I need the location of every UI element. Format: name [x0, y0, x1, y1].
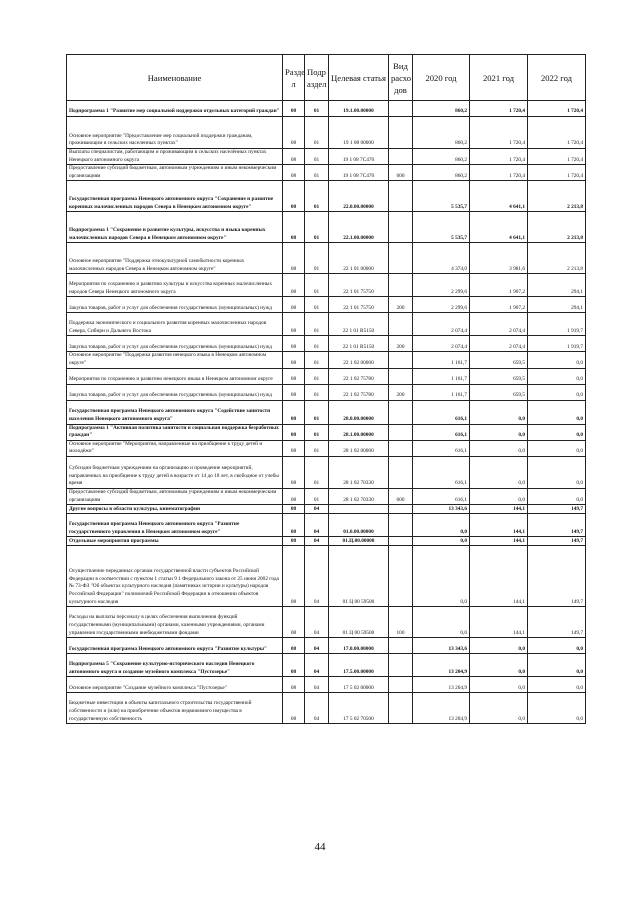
- row-value-2022: 0,0: [528, 654, 586, 677]
- row-value-2020: 1 161,7: [413, 384, 470, 400]
- row-value-2021: 0,0: [470, 424, 528, 440]
- row-value-2020: 860,2: [413, 117, 470, 149]
- row-value-2021: 2 074,4: [470, 336, 528, 352]
- row-expense-type: [389, 400, 413, 424]
- row-name: Закупка товаров, работ и услуг для обеспечения государственных (муниципальных) нужд: [67, 336, 283, 352]
- row-value-2021: 4 641,1: [470, 181, 528, 212]
- row-target-article: 22 1 01 00000: [329, 243, 389, 274]
- row-target-article: 01.0.00.00000: [329, 514, 389, 537]
- table-row: [67, 677, 586, 693]
- budget-table: [66, 54, 586, 724]
- row-section: 08: [283, 654, 305, 677]
- row-target-article: 28.1.00.00000: [329, 424, 389, 440]
- row-name: Государственная программа Ненецкого автономного округа "Развитие культуры": [67, 638, 283, 654]
- row-section: 08: [283, 424, 305, 440]
- row-subsection: 01: [305, 440, 329, 456]
- row-value-2022: 0,0: [528, 424, 586, 440]
- row-subsection: 04: [305, 607, 329, 638]
- row-subsection: 04: [305, 537, 329, 546]
- row-name: Основное мероприятие "Предоставление мер социальной поддержки гражданам, проживающим в сельских населенных пунктах": [67, 117, 283, 149]
- row-expense-type: [389, 693, 413, 724]
- row-name: Субсидии бюджетным учреждениям на организацию и проведение мероприятий, направленных на приобщение к труду детей в возрасте от 14 до 18 лет, в свободное от учебы время: [67, 456, 283, 488]
- row-section: 08: [283, 101, 305, 117]
- row-value-2021: 144,1: [470, 607, 528, 638]
- row-target-article: 22 1 02 75780: [329, 368, 389, 384]
- row-value-2021: 2 074,4: [470, 313, 528, 336]
- row-value-2022: 149,7: [528, 505, 586, 514]
- row-expense-type: [389, 638, 413, 654]
- row-subsection: 01: [305, 400, 329, 424]
- row-value-2020: 4 374,0: [413, 243, 470, 274]
- row-value-2022: 149,7: [528, 546, 586, 607]
- row-name: Мероприятия по сохранению и развитию культуры и искусства коренных малочисленных народов Севера Ненецкого автономного округа: [67, 274, 283, 297]
- table-row: [67, 537, 586, 546]
- row-value-2020: 616,1: [413, 400, 470, 424]
- row-value-2020: 2 074,4: [413, 336, 470, 352]
- row-value-2022: 149,7: [528, 514, 586, 537]
- row-expense-type: [389, 654, 413, 677]
- row-target-article: 22 1 02 75780: [329, 384, 389, 400]
- table-row: [67, 440, 586, 456]
- row-value-2022: 0,0: [528, 488, 586, 504]
- table-row: [67, 212, 586, 243]
- row-value-2022: 0,0: [528, 352, 586, 368]
- row-target-article: 01 Ц 00 59500: [329, 546, 389, 607]
- table-row: [67, 181, 586, 212]
- row-value-2021: 659,5: [470, 368, 528, 384]
- row-value-2022: 0,0: [528, 677, 586, 693]
- row-section: 08: [283, 243, 305, 274]
- row-name: Основное мероприятие "Поддержка развития ненецкого языка в Ненецком автономном округе": [67, 352, 283, 368]
- row-value-2020: 13 204,9: [413, 654, 470, 677]
- row-subsection: 01: [305, 274, 329, 297]
- row-target-article: [329, 505, 389, 514]
- row-value-2020: 0,0: [413, 537, 470, 546]
- table-row: [67, 488, 586, 504]
- row-value-2022: 0,0: [528, 440, 586, 456]
- row-name: Отдельные мероприятия программы: [67, 537, 283, 546]
- row-name: Мероприятия по сохранению и развитию ненецкого языка в Ненецком автономном округе: [67, 368, 283, 384]
- row-target-article: 01.Ц.00.00000: [329, 537, 389, 546]
- row-section: 08: [283, 181, 305, 212]
- row-section: 08: [283, 677, 305, 693]
- row-value-2020: 616,1: [413, 424, 470, 440]
- table-row: [67, 400, 586, 424]
- row-target-article: 17 5 02 00000: [329, 677, 389, 693]
- row-value-2020: 0,0: [413, 514, 470, 537]
- row-target-article: 22 1 01 R5150: [329, 336, 389, 352]
- row-expense-type: [389, 101, 413, 117]
- row-section: 08: [283, 488, 305, 504]
- row-name: Поддержка экономического и социального развития коренных малочисленных народов Севера, Сибири и Дальнего Востока: [67, 313, 283, 336]
- row-subsection: 01: [305, 101, 329, 117]
- row-value-2022: 0,0: [528, 638, 586, 654]
- row-name: Государственная программа Ненецкого автономного округа "Развитие государственного управления в Ненецком автономном округе": [67, 514, 283, 537]
- row-value-2020: 13 204,9: [413, 693, 470, 724]
- row-section: 08: [283, 546, 305, 607]
- table-row: [67, 505, 586, 514]
- header-section: Разде л: [283, 55, 305, 101]
- row-name: Основное мероприятие "Поддержка этнокультурной самобытности коренных малочисленных народов Севера в Ненецком автономном округе": [67, 243, 283, 274]
- row-value-2021: 659,5: [470, 384, 528, 400]
- row-subsection: 01: [305, 181, 329, 212]
- table-row: [67, 165, 586, 181]
- header-expense-type: Вид расхо дов: [389, 55, 413, 101]
- header-2021: 2021 год: [470, 55, 528, 101]
- table-row: [67, 368, 586, 384]
- row-expense-type: [389, 117, 413, 149]
- row-subsection: 01: [305, 336, 329, 352]
- table-row: [67, 101, 586, 117]
- row-target-article: 22.1.00.00000: [329, 212, 389, 243]
- row-expense-type: 600: [389, 165, 413, 181]
- header-name: Наименование: [67, 55, 283, 101]
- row-value-2021: 1 720,4: [470, 149, 528, 165]
- row-target-article: 22 1 01 R5150: [329, 313, 389, 336]
- row-target-article: 17.5.00.00000: [329, 654, 389, 677]
- row-section: 08: [283, 537, 305, 546]
- table-body: [67, 101, 586, 724]
- header-target-article: Целевая статья: [329, 55, 389, 101]
- row-value-2021: 0,0: [470, 677, 528, 693]
- row-value-2020: 13 204,9: [413, 677, 470, 693]
- row-value-2021: 3 981,6: [470, 243, 528, 274]
- row-value-2022: 1 919,7: [528, 336, 586, 352]
- row-expense-type: [389, 514, 413, 537]
- row-name: Расходы на выплаты персоналу в целях обеспечения выполнения функций государственными (муниципальными) органами, казенными учреждениями, органами управления государственными внебюджетными фондами: [67, 607, 283, 638]
- row-value-2020: 5 535,7: [413, 181, 470, 212]
- row-value-2022: 2 213,8: [528, 243, 586, 274]
- row-section: 08: [283, 693, 305, 724]
- row-name: Выплаты специалистам, работающим и проживающим в сельских населённых пунктах Ненецкого автономного округа: [67, 149, 283, 165]
- row-value-2021: 659,5: [470, 352, 528, 368]
- row-target-article: 19 1 08 7С470: [329, 149, 389, 165]
- row-subsection: 04: [305, 505, 329, 514]
- row-section: 08: [283, 274, 305, 297]
- row-subsection: 01: [305, 313, 329, 336]
- row-expense-type: [389, 352, 413, 368]
- row-value-2021: 1 907,2: [470, 297, 528, 313]
- row-expense-type: [389, 274, 413, 297]
- row-value-2020: 13 343,6: [413, 505, 470, 514]
- header-2020: 2020 год: [413, 55, 470, 101]
- row-value-2021: 144,1: [470, 505, 528, 514]
- row-value-2022: 0,0: [528, 456, 586, 488]
- row-name: Основное мероприятие "Создание музейного комплекса "Пустозерье": [67, 677, 283, 693]
- row-value-2021: 144,1: [470, 537, 528, 546]
- row-value-2021: 144,1: [470, 514, 528, 537]
- row-subsection: 04: [305, 638, 329, 654]
- row-section: 08: [283, 117, 305, 149]
- row-value-2020: 5 535,7: [413, 212, 470, 243]
- row-name: Другие вопросы в области культуры, кинематографии: [67, 505, 283, 514]
- row-subsection: 01: [305, 117, 329, 149]
- row-target-article: 19 1 08 00000: [329, 117, 389, 149]
- row-value-2021: 0,0: [470, 440, 528, 456]
- row-value-2020: 1 161,7: [413, 368, 470, 384]
- row-subsection: 01: [305, 368, 329, 384]
- row-value-2020: 2 299,6: [413, 297, 470, 313]
- table-row: [67, 117, 586, 149]
- row-value-2021: 0,0: [470, 456, 528, 488]
- row-value-2020: 0,0: [413, 607, 470, 638]
- row-name: Предоставление субсидий бюджетным, автономным учреждениям и иным некоммерческим организациям: [67, 488, 283, 504]
- header-row: [67, 55, 586, 101]
- row-section: 08: [283, 456, 305, 488]
- row-value-2022: 294,1: [528, 297, 586, 313]
- row-target-article: 19.1.00.00000: [329, 101, 389, 117]
- row-subsection: 04: [305, 546, 329, 607]
- row-value-2022: 294,1: [528, 274, 586, 297]
- row-value-2022: 0,0: [528, 384, 586, 400]
- row-section: 08: [283, 368, 305, 384]
- row-expense-type: 200: [389, 384, 413, 400]
- row-target-article: 19 1 08 7С470: [329, 165, 389, 181]
- row-subsection: 01: [305, 243, 329, 274]
- row-name: Предоставление субсидий бюджетным, автономным учреждениям и иным некоммерческим организациям: [67, 165, 283, 181]
- row-name: Осуществление переданных органам государственной власти субъектов Российской Федерации в соответствии с пунктом 1 статьи 9 1 Федерального закона от 25 июня 2002 года № 73-ФЗ "Об объектах культурного наследия (памятниках истории и культуры) народов Российской Федерации" полномочий Российской Федерации в отношении объектов культурного наследия: [67, 546, 283, 607]
- table-row: [67, 456, 586, 488]
- row-value-2022: 149,7: [528, 607, 586, 638]
- row-expense-type: [389, 212, 413, 243]
- row-subsection: 01: [305, 384, 329, 400]
- row-value-2021: 1 720,4: [470, 101, 528, 117]
- row-value-2022: 1 720,4: [528, 165, 586, 181]
- row-section: 08: [283, 505, 305, 514]
- row-expense-type: [389, 456, 413, 488]
- row-value-2020: 860,2: [413, 149, 470, 165]
- row-value-2020: 860,2: [413, 101, 470, 117]
- row-value-2021: 0,0: [470, 638, 528, 654]
- row-value-2021: 0,0: [470, 400, 528, 424]
- row-expense-type: 200: [389, 336, 413, 352]
- row-section: 08: [283, 440, 305, 456]
- row-value-2020: 616,1: [413, 440, 470, 456]
- table-row: [67, 514, 586, 537]
- row-expense-type: [389, 149, 413, 165]
- row-name: Закупка товаров, работ и услуг для обеспечения государственных (муниципальных) нужд: [67, 297, 283, 313]
- row-section: 08: [283, 607, 305, 638]
- row-value-2020: 616,1: [413, 488, 470, 504]
- row-value-2020: 2 299,6: [413, 274, 470, 297]
- header-subsection: Подр аздел: [305, 55, 329, 101]
- row-value-2021: 144,1: [470, 546, 528, 607]
- row-value-2021: 0,0: [470, 654, 528, 677]
- row-value-2020: 2 074,4: [413, 313, 470, 336]
- row-expense-type: [389, 505, 413, 514]
- row-expense-type: [389, 677, 413, 693]
- row-section: 08: [283, 165, 305, 181]
- row-value-2020: 1 161,7: [413, 352, 470, 368]
- row-value-2022: 2 213,8: [528, 212, 586, 243]
- row-value-2021: 1 720,4: [470, 165, 528, 181]
- row-expense-type: [389, 537, 413, 546]
- row-section: 08: [283, 336, 305, 352]
- table-row: [67, 638, 586, 654]
- row-subsection: 01: [305, 488, 329, 504]
- row-value-2022: 1 720,4: [528, 149, 586, 165]
- table-row: [67, 243, 586, 274]
- row-subsection: 01: [305, 352, 329, 368]
- row-name: Закупка товаров, работ и услуг для обеспечения государственных (муниципальных) нужд: [67, 384, 283, 400]
- row-name: Основное мероприятие "Мероприятия, направленные на приобщение к труду детей и молодёжи": [67, 440, 283, 456]
- row-section: 08: [283, 297, 305, 313]
- row-section: 08: [283, 352, 305, 368]
- row-expense-type: [389, 313, 413, 336]
- table-row: [67, 352, 586, 368]
- row-name: Подпрограмма 1 "Сохранение и развитие культуры, искусства и языка коренных малочисленных народов Севера в Ненецком автономном округе": [67, 212, 283, 243]
- row-value-2022: 0,0: [528, 368, 586, 384]
- row-expense-type: 100: [389, 607, 413, 638]
- row-subsection: 04: [305, 514, 329, 537]
- table-row: [67, 313, 586, 336]
- row-expense-type: [389, 546, 413, 607]
- row-expense-type: [389, 181, 413, 212]
- row-subsection: 01: [305, 297, 329, 313]
- row-value-2021: 1 720,4: [470, 117, 528, 149]
- row-target-article: 28.0.00.00000: [329, 400, 389, 424]
- row-target-article: 22.0.00.00000: [329, 181, 389, 212]
- row-name: Подпрограмма 1 "Развитие мер социальной поддержки отдельных категорий граждан": [67, 101, 283, 117]
- row-section: 08: [283, 384, 305, 400]
- table-row: [67, 274, 586, 297]
- table-row: [67, 607, 586, 638]
- row-expense-type: 200: [389, 297, 413, 313]
- row-name: Подпрограмма 5 "Сохранение культурно-исторического наследия Ненецкого автономного округа и создание музейного комплекса "Пустозерье": [67, 654, 283, 677]
- row-value-2020: 0,0: [413, 546, 470, 607]
- page-number: 44: [314, 841, 326, 853]
- row-value-2022: 2 213,8: [528, 181, 586, 212]
- row-target-article: 22 1 01 75750: [329, 274, 389, 297]
- row-section: 08: [283, 212, 305, 243]
- row-value-2021: 4 641,1: [470, 212, 528, 243]
- row-subsection: 01: [305, 165, 329, 181]
- table-row: [67, 654, 586, 677]
- row-section: 08: [283, 400, 305, 424]
- row-subsection: 04: [305, 654, 329, 677]
- row-value-2022: 1 919,7: [528, 313, 586, 336]
- table-row: [67, 546, 586, 607]
- row-expense-type: [389, 440, 413, 456]
- row-name: Подпрограмма 1 "Активная политика занятости и социальная поддержка безработных граждан": [67, 424, 283, 440]
- row-expense-type: [389, 368, 413, 384]
- row-subsection: 01: [305, 212, 329, 243]
- row-value-2021: 1 907,2: [470, 274, 528, 297]
- row-expense-type: 600: [389, 488, 413, 504]
- row-subsection: 01: [305, 424, 329, 440]
- row-value-2020: 616,1: [413, 456, 470, 488]
- row-target-article: 28 1 02 70330: [329, 456, 389, 488]
- row-target-article: 01 Ц 00 59500: [329, 607, 389, 638]
- row-section: 08: [283, 149, 305, 165]
- row-value-2022: 0,0: [528, 400, 586, 424]
- row-expense-type: [389, 243, 413, 274]
- row-name: Государственная программа Ненецкого автономного округа "Содействие занятости населения Ненецкого автономного округа": [67, 400, 283, 424]
- header-2022: 2022 год: [528, 55, 586, 101]
- row-value-2021: 0,0: [470, 488, 528, 504]
- row-target-article: 22 1 01 75750: [329, 297, 389, 313]
- row-subsection: 01: [305, 456, 329, 488]
- row-section: 08: [283, 514, 305, 537]
- document-page: [66, 54, 585, 724]
- table-row: [67, 336, 586, 352]
- row-value-2020: 860,2: [413, 165, 470, 181]
- row-name: Государственная программа Ненецкого автономного округа "Сохранение и развитие коренных малочисленных народов Севера в Ненецком автономном округе": [67, 181, 283, 212]
- row-section: 08: [283, 313, 305, 336]
- row-subsection: 04: [305, 693, 329, 724]
- row-target-article: 22 1 02 00000: [329, 352, 389, 368]
- table-row: [67, 149, 586, 165]
- row-section: 08: [283, 638, 305, 654]
- row-value-2021: 0,0: [470, 693, 528, 724]
- table-row: [67, 424, 586, 440]
- row-target-article: 28 1 02 00000: [329, 440, 389, 456]
- row-name: Бюджетные инвестиции в объекты капитального строительства государственной собственности и (или) на приобретение объектов недвижимого имущества в государственную собственность: [67, 693, 283, 724]
- table-row: [67, 384, 586, 400]
- table-row: [67, 693, 586, 724]
- row-value-2022: 1 720,4: [528, 101, 586, 117]
- table-row: [67, 297, 586, 313]
- row-value-2022: 0,0: [528, 693, 586, 724]
- row-value-2020: 13 343,6: [413, 638, 470, 654]
- row-target-article: 28 1 02 70330: [329, 488, 389, 504]
- row-value-2022: 149,7: [528, 537, 586, 546]
- row-target-article: 17 5 02 70500: [329, 693, 389, 724]
- row-target-article: 17.0.00.00000: [329, 638, 389, 654]
- row-value-2022: 1 720,4: [528, 117, 586, 149]
- row-subsection: 04: [305, 677, 329, 693]
- row-expense-type: [389, 424, 413, 440]
- row-subsection: 01: [305, 149, 329, 165]
